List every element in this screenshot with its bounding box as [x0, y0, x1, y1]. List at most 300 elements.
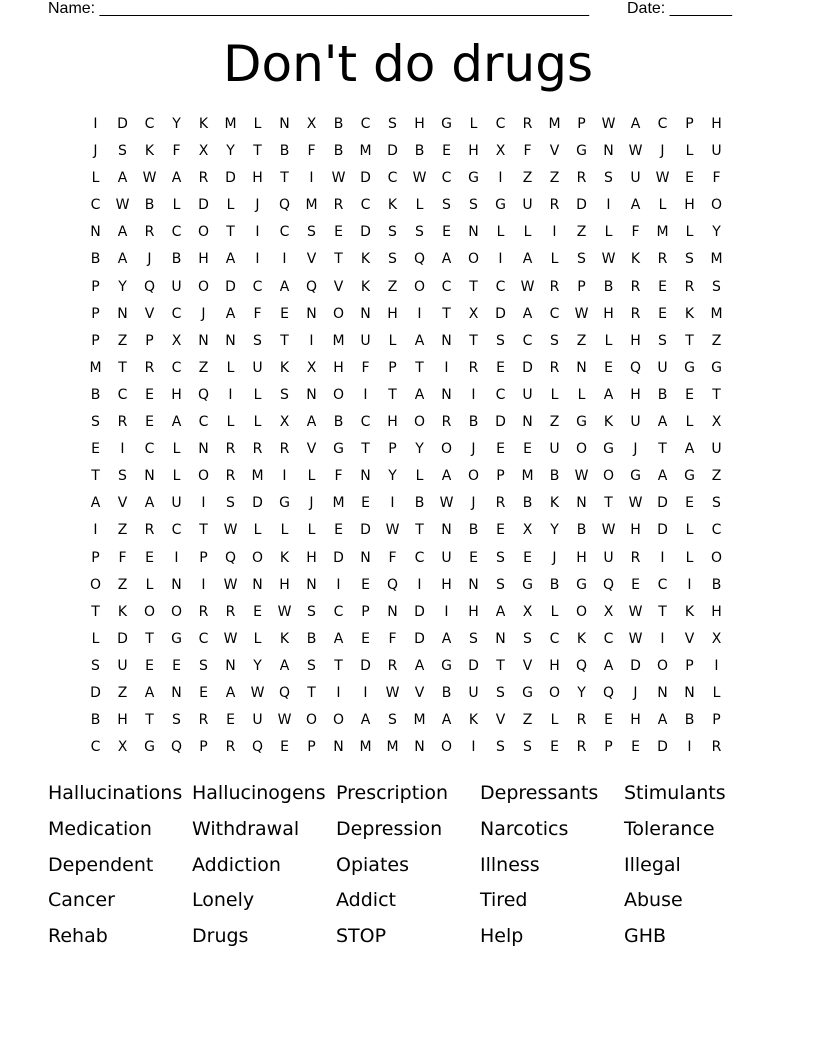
grid-letter[interactable]: J	[93, 143, 98, 160]
grid-letter[interactable]: W	[574, 305, 589, 322]
grid-letter[interactable]: A	[441, 251, 452, 268]
grid-letter[interactable]: H	[117, 712, 128, 729]
grid-letter[interactable]: N	[684, 684, 695, 701]
grid-letter[interactable]: L	[388, 332, 397, 349]
grid-letter[interactable]: M	[332, 332, 345, 349]
grid-letter[interactable]: O	[413, 414, 426, 431]
grid-letter[interactable]: I	[660, 630, 665, 647]
grid-letter[interactable]: A	[657, 414, 668, 431]
grid-letter[interactable]: O	[710, 197, 723, 214]
grid-letter[interactable]: B	[279, 143, 290, 160]
grid-letter[interactable]: I	[471, 386, 476, 403]
grid-letter[interactable]: E	[496, 522, 505, 539]
grid-letter[interactable]: T	[280, 170, 289, 187]
grid-letter[interactable]: P	[388, 359, 397, 376]
grid-letter[interactable]: L	[685, 224, 694, 241]
grid-letter[interactable]: A	[171, 170, 182, 187]
grid-letter[interactable]: N	[387, 603, 398, 620]
grid-letter[interactable]: V	[549, 143, 560, 160]
grid-letter[interactable]: L	[253, 386, 262, 403]
grid-letter[interactable]: S	[577, 251, 586, 268]
grid-letter[interactable]: W	[142, 170, 157, 187]
grid-letter[interactable]: L	[577, 386, 586, 403]
grid-letter[interactable]: H	[549, 657, 560, 674]
grid-letter[interactable]: M	[359, 143, 372, 160]
grid-letter[interactable]: D	[360, 522, 371, 539]
grid-letter[interactable]: T	[604, 495, 613, 512]
grid-letter[interactable]: R	[117, 414, 128, 431]
grid-letter[interactable]: X	[117, 739, 128, 756]
grid-letter[interactable]: Y	[118, 278, 127, 295]
grid-letter[interactable]: L	[253, 414, 262, 431]
name-field[interactable]: Name: _______________________________________________________	[48, 0, 589, 17]
grid-letter[interactable]: X	[711, 414, 722, 431]
grid-letter[interactable]: H	[468, 143, 479, 160]
grid-letter[interactable]: Z	[522, 170, 533, 187]
grid-letter[interactable]: L	[604, 332, 613, 349]
grid-letter[interactable]: A	[414, 332, 425, 349]
grid-letter[interactable]: B	[549, 468, 560, 485]
grid-letter[interactable]: W	[412, 170, 427, 187]
grid-letter[interactable]: E	[631, 739, 640, 756]
grid-letter[interactable]: J	[471, 495, 476, 512]
grid-letter[interactable]: Y	[253, 657, 262, 674]
grid-letter[interactable]: N	[279, 116, 290, 132]
grid-letter[interactable]: W	[574, 468, 589, 485]
grid-letter[interactable]: S	[388, 251, 397, 268]
grid-letter[interactable]: Q	[629, 359, 642, 376]
grid-letter[interactable]: D	[90, 684, 101, 701]
grid-letter[interactable]: E	[523, 441, 532, 458]
grid-letter[interactable]: P	[388, 441, 397, 458]
grid-letter[interactable]: S	[415, 224, 424, 241]
grid-letter[interactable]: P	[91, 549, 100, 566]
grid-letter[interactable]: J	[471, 441, 476, 458]
grid-letter[interactable]: B	[441, 684, 452, 701]
grid-letter[interactable]: D	[117, 116, 128, 132]
grid-letter[interactable]: B	[171, 251, 182, 268]
grid-letter[interactable]: D	[414, 630, 425, 647]
grid-letter[interactable]: N	[468, 224, 479, 241]
grid-letter[interactable]: Z	[117, 684, 128, 701]
grid-letter[interactable]: W	[520, 278, 535, 295]
grid-letter[interactable]: A	[225, 305, 236, 322]
grid-letter[interactable]: R	[549, 359, 560, 376]
grid-letter[interactable]: C	[441, 278, 452, 295]
grid-letter[interactable]: H	[711, 116, 722, 132]
grid-letter[interactable]: U	[360, 332, 371, 349]
grid-letter[interactable]: H	[630, 712, 641, 729]
grid-letter[interactable]: T	[388, 386, 397, 403]
grid-letter[interactable]: K	[144, 143, 155, 160]
grid-letter[interactable]: S	[91, 414, 100, 431]
grid-letter[interactable]: U	[522, 386, 533, 403]
grid-letter[interactable]: P	[577, 278, 586, 295]
grid-letter[interactable]: R	[711, 739, 722, 756]
grid-letter[interactable]: A	[441, 468, 452, 485]
grid-letter[interactable]: R	[387, 657, 398, 674]
grid-letter[interactable]: M	[521, 468, 534, 485]
grid-letter[interactable]: R	[495, 495, 506, 512]
grid-letter[interactable]: G	[576, 576, 587, 593]
grid-letter[interactable]: Q	[170, 739, 183, 756]
grid-letter[interactable]: W	[601, 251, 616, 268]
grid-letter[interactable]: P	[145, 332, 154, 349]
grid-letter[interactable]: R	[333, 197, 344, 214]
grid-letter[interactable]: C	[603, 630, 614, 647]
grid-letter[interactable]: L	[145, 576, 154, 593]
grid-letter[interactable]: R	[549, 197, 560, 214]
grid-letter[interactable]: L	[550, 386, 559, 403]
grid-letter[interactable]: S	[496, 684, 505, 701]
grid-letter[interactable]: S	[496, 332, 505, 349]
grid-letter[interactable]: I	[93, 522, 98, 539]
grid-letter[interactable]: V	[522, 657, 533, 674]
grid-letter[interactable]: L	[91, 630, 100, 647]
grid-letter[interactable]: B	[90, 712, 101, 729]
grid-letter[interactable]: O	[332, 305, 345, 322]
grid-letter[interactable]: H	[441, 576, 452, 593]
grid-letter[interactable]: S	[253, 332, 262, 349]
grid-letter[interactable]: B	[576, 522, 587, 539]
grid-letter[interactable]: K	[387, 197, 398, 214]
grid-letter[interactable]: C	[414, 549, 425, 566]
grid-letter[interactable]: Z	[576, 332, 587, 349]
grid-letter[interactable]: M	[548, 116, 561, 132]
grid-letter[interactable]: L	[415, 468, 424, 485]
grid-letter[interactable]: O	[656, 657, 669, 674]
grid-letter[interactable]: H	[198, 251, 209, 268]
grid-letter[interactable]: V	[306, 251, 317, 268]
grid-letter[interactable]: Z	[387, 278, 398, 295]
grid-letter[interactable]: A	[495, 603, 506, 620]
grid-letter[interactable]: E	[145, 549, 154, 566]
grid-letter[interactable]: W	[115, 197, 130, 214]
grid-letter[interactable]: C	[144, 116, 155, 132]
grid-letter[interactable]: L	[550, 712, 559, 729]
grid-letter[interactable]: O	[467, 468, 480, 485]
grid-letter[interactable]: N	[576, 359, 587, 376]
grid-letter[interactable]: G	[711, 359, 722, 376]
grid-letter[interactable]: D	[117, 630, 128, 647]
grid-letter[interactable]: N	[171, 576, 182, 593]
grid-letter[interactable]: I	[336, 684, 341, 701]
grid-letter[interactable]: L	[658, 197, 667, 214]
grid-letter[interactable]: U	[171, 278, 182, 295]
grid-letter[interactable]: D	[657, 522, 668, 539]
grid-letter[interactable]: K	[279, 549, 290, 566]
grid-letter[interactable]: I	[552, 224, 557, 241]
grid-letter[interactable]: S	[523, 739, 532, 756]
grid-letter[interactable]: B	[306, 630, 317, 647]
grid-letter[interactable]: U	[630, 414, 641, 431]
grid-letter[interactable]: C	[90, 739, 101, 756]
grid-letter[interactable]: B	[333, 143, 344, 160]
grid-letter[interactable]: W	[628, 630, 643, 647]
grid-letter[interactable]: T	[361, 441, 370, 458]
grid-letter[interactable]: V	[306, 441, 317, 458]
grid-letter[interactable]: H	[306, 549, 317, 566]
grid-letter[interactable]: L	[685, 414, 694, 431]
grid-letter[interactable]: N	[657, 684, 668, 701]
grid-letter[interactable]: K	[603, 414, 614, 431]
grid-letter[interactable]: T	[145, 630, 154, 647]
grid-letter[interactable]: F	[253, 305, 262, 322]
grid-letter[interactable]: B	[333, 414, 344, 431]
grid-letter[interactable]: E	[361, 576, 370, 593]
grid-letter[interactable]: R	[225, 468, 236, 485]
grid-letter[interactable]: Z	[711, 332, 722, 349]
grid-letter[interactable]: O	[197, 468, 210, 485]
grid-letter[interactable]: C	[252, 278, 263, 295]
grid-letter[interactable]: N	[441, 386, 452, 403]
grid-letter[interactable]: M	[710, 305, 723, 322]
grid-letter[interactable]: A	[630, 116, 641, 132]
grid-letter[interactable]: Z	[549, 414, 560, 431]
grid-letter[interactable]: Q	[278, 684, 291, 701]
grid-letter[interactable]: D	[360, 224, 371, 241]
grid-letter[interactable]: T	[253, 143, 262, 160]
grid-letter[interactable]: Y	[712, 224, 721, 241]
grid-letter[interactable]: C	[522, 332, 533, 349]
grid-letter[interactable]: H	[252, 170, 263, 187]
grid-letter[interactable]: A	[414, 386, 425, 403]
grid-letter[interactable]: P	[577, 116, 586, 132]
grid-letter[interactable]: N	[603, 143, 614, 160]
grid-letter[interactable]: L	[685, 143, 694, 160]
grid-letter[interactable]: O	[305, 712, 318, 729]
grid-letter[interactable]: O	[467, 251, 480, 268]
grid-letter[interactable]: P	[307, 739, 316, 756]
grid-letter[interactable]: C	[144, 441, 155, 458]
grid-letter[interactable]: E	[523, 549, 532, 566]
grid-letter[interactable]: O	[413, 278, 426, 295]
grid-letter[interactable]: U	[252, 359, 263, 376]
grid-letter[interactable]: T	[199, 522, 208, 539]
grid-letter[interactable]: S	[307, 224, 316, 241]
grid-letter[interactable]: C	[171, 522, 182, 539]
grid-letter[interactable]: T	[334, 657, 343, 674]
grid-letter[interactable]: R	[279, 441, 290, 458]
grid-letter[interactable]: S	[388, 712, 397, 729]
grid-letter[interactable]: A	[144, 495, 155, 512]
grid-letter[interactable]: N	[306, 386, 317, 403]
grid-letter[interactable]: G	[468, 170, 479, 187]
grid-letter[interactable]: C	[90, 197, 101, 214]
grid-letter[interactable]: P	[361, 603, 370, 620]
grid-letter[interactable]: T	[280, 332, 289, 349]
grid-letter[interactable]: I	[498, 251, 503, 268]
grid-letter[interactable]: O	[548, 684, 561, 701]
grid-letter[interactable]: T	[469, 332, 478, 349]
grid-letter[interactable]: A	[657, 468, 668, 485]
grid-letter[interactable]: B	[684, 712, 695, 729]
grid-letter[interactable]: Z	[576, 224, 587, 241]
grid-letter[interactable]: L	[280, 522, 289, 539]
grid-letter[interactable]: P	[685, 657, 694, 674]
grid-letter[interactable]: D	[495, 414, 506, 431]
grid-letter[interactable]: P	[496, 468, 505, 485]
grid-letter[interactable]: N	[198, 332, 209, 349]
grid-letter[interactable]: A	[117, 170, 128, 187]
grid-letter[interactable]: T	[415, 522, 424, 539]
grid-letter[interactable]: M	[413, 712, 426, 729]
grid-letter[interactable]: G	[522, 576, 533, 593]
grid-letter[interactable]: A	[684, 441, 695, 458]
grid-letter[interactable]: B	[144, 197, 155, 214]
grid-letter[interactable]: E	[496, 359, 505, 376]
grid-letter[interactable]: S	[523, 630, 532, 647]
grid-letter[interactable]: U	[630, 170, 641, 187]
grid-letter[interactable]: C	[198, 414, 209, 431]
grid-letter[interactable]: L	[712, 684, 721, 701]
grid-letter[interactable]: W	[385, 522, 400, 539]
grid-letter[interactable]: H	[333, 359, 344, 376]
grid-letter[interactable]: T	[226, 224, 235, 241]
grid-letter[interactable]: P	[712, 712, 721, 729]
grid-letter[interactable]: W	[628, 495, 643, 512]
grid-letter[interactable]: G	[684, 468, 695, 485]
grid-letter[interactable]: U	[252, 712, 263, 729]
grid-letter[interactable]: A	[522, 305, 533, 322]
grid-letter[interactable]: J	[255, 197, 260, 214]
grid-letter[interactable]: X	[171, 332, 182, 349]
grid-letter[interactable]: R	[576, 170, 587, 187]
grid-letter[interactable]: Q	[251, 739, 264, 756]
grid-letter[interactable]: J	[552, 549, 557, 566]
grid-letter[interactable]: B	[522, 495, 533, 512]
grid-letter[interactable]: H	[171, 386, 182, 403]
grid-letter[interactable]: G	[333, 441, 344, 458]
grid-letter[interactable]: N	[441, 332, 452, 349]
grid-letter[interactable]: N	[252, 576, 263, 593]
grid-letter[interactable]: S	[388, 116, 397, 132]
grid-letter[interactable]: D	[522, 359, 533, 376]
grid-letter[interactable]: S	[469, 197, 478, 214]
grid-letter[interactable]: T	[91, 468, 100, 485]
grid-letter[interactable]: S	[442, 197, 451, 214]
grid-letter[interactable]: A	[225, 251, 236, 268]
grid-letter[interactable]: W	[439, 495, 454, 512]
grid-letter[interactable]: O	[197, 278, 210, 295]
grid-letter[interactable]: A	[441, 712, 452, 729]
grid-letter[interactable]: U	[711, 441, 722, 458]
grid-letter[interactable]: I	[120, 441, 125, 458]
grid-letter[interactable]: B	[90, 251, 101, 268]
grid-letter[interactable]: A	[90, 495, 101, 512]
grid-letter[interactable]: G	[630, 468, 641, 485]
grid-letter[interactable]: E	[442, 143, 451, 160]
grid-letter[interactable]: G	[144, 739, 155, 756]
grid-letter[interactable]: B	[549, 576, 560, 593]
grid-letter[interactable]: S	[226, 495, 235, 512]
grid-letter[interactable]: Y	[172, 116, 181, 132]
grid-letter[interactable]: N	[171, 684, 182, 701]
grid-letter[interactable]: Z	[117, 332, 128, 349]
grid-letter[interactable]: N	[360, 468, 371, 485]
grid-letter[interactable]: W	[277, 603, 292, 620]
grid-letter[interactable]: N	[333, 739, 344, 756]
grid-letter[interactable]: M	[710, 251, 723, 268]
grid-letter[interactable]: W	[385, 684, 400, 701]
grid-letter[interactable]: X	[522, 603, 533, 620]
grid-letter[interactable]: L	[172, 197, 181, 214]
grid-letter[interactable]: O	[575, 441, 588, 458]
grid-letter[interactable]: N	[360, 549, 371, 566]
grid-letter[interactable]: I	[417, 305, 422, 322]
grid-letter[interactable]: I	[201, 576, 206, 593]
grid-letter[interactable]: P	[604, 739, 613, 756]
grid-letter[interactable]: N	[225, 657, 236, 674]
grid-letter[interactable]: A	[657, 712, 668, 729]
grid-letter[interactable]: E	[199, 684, 208, 701]
grid-letter[interactable]: L	[496, 224, 505, 241]
grid-letter[interactable]: M	[251, 468, 264, 485]
grid-letter[interactable]: C	[279, 224, 290, 241]
grid-letter[interactable]: O	[332, 386, 345, 403]
grid-letter[interactable]: N	[90, 224, 101, 241]
grid-letter[interactable]: S	[658, 332, 667, 349]
grid-letter[interactable]: W	[628, 143, 643, 160]
grid-letter[interactable]: V	[333, 278, 344, 295]
grid-letter[interactable]: K	[279, 359, 290, 376]
grid-letter[interactable]: Q	[278, 197, 291, 214]
grid-letter[interactable]: S	[172, 712, 181, 729]
grid-letter[interactable]: A	[603, 386, 614, 403]
grid-letter[interactable]: O	[143, 603, 156, 620]
grid-letter[interactable]: F	[631, 224, 640, 241]
grid-letter[interactable]: M	[656, 224, 669, 241]
grid-letter[interactable]: Z	[549, 170, 560, 187]
grid-letter[interactable]: I	[93, 116, 98, 132]
grid-letter[interactable]: I	[309, 332, 314, 349]
grid-letter[interactable]: C	[495, 116, 506, 132]
grid-letter[interactable]: P	[91, 305, 100, 322]
grid-letter[interactable]: A	[279, 657, 290, 674]
grid-letter[interactable]: H	[630, 332, 641, 349]
grid-letter[interactable]: C	[495, 278, 506, 295]
grid-letter[interactable]: T	[658, 603, 667, 620]
grid-letter[interactable]: F	[334, 468, 343, 485]
grid-letter[interactable]: U	[441, 549, 452, 566]
grid-letter[interactable]: G	[684, 359, 695, 376]
grid-letter[interactable]: S	[685, 251, 694, 268]
grid-letter[interactable]: I	[660, 549, 665, 566]
grid-letter[interactable]: A	[414, 657, 425, 674]
grid-letter[interactable]: U	[549, 441, 560, 458]
grid-letter[interactable]: O	[89, 576, 102, 593]
grid-letter[interactable]: E	[658, 305, 667, 322]
grid-letter[interactable]: D	[495, 305, 506, 322]
grid-letter[interactable]: E	[658, 278, 667, 295]
grid-letter[interactable]: S	[199, 657, 208, 674]
grid-letter[interactable]: N	[225, 332, 236, 349]
grid-letter[interactable]: V	[684, 630, 695, 647]
grid-letter[interactable]: L	[415, 197, 424, 214]
grid-letter[interactable]: S	[118, 468, 127, 485]
grid-letter[interactable]: F	[388, 630, 397, 647]
grid-letter[interactable]: Z	[711, 468, 722, 485]
grid-letter[interactable]: Z	[198, 359, 209, 376]
grid-letter[interactable]: C	[549, 305, 560, 322]
grid-letter[interactable]: N	[144, 468, 155, 485]
grid-letter[interactable]: D	[387, 143, 398, 160]
grid-letter[interactable]: X	[468, 305, 479, 322]
grid-letter[interactable]: I	[417, 576, 422, 593]
grid-letter[interactable]: H	[684, 197, 695, 214]
grid-letter[interactable]: G	[576, 414, 587, 431]
grid-letter[interactable]: H	[387, 305, 398, 322]
